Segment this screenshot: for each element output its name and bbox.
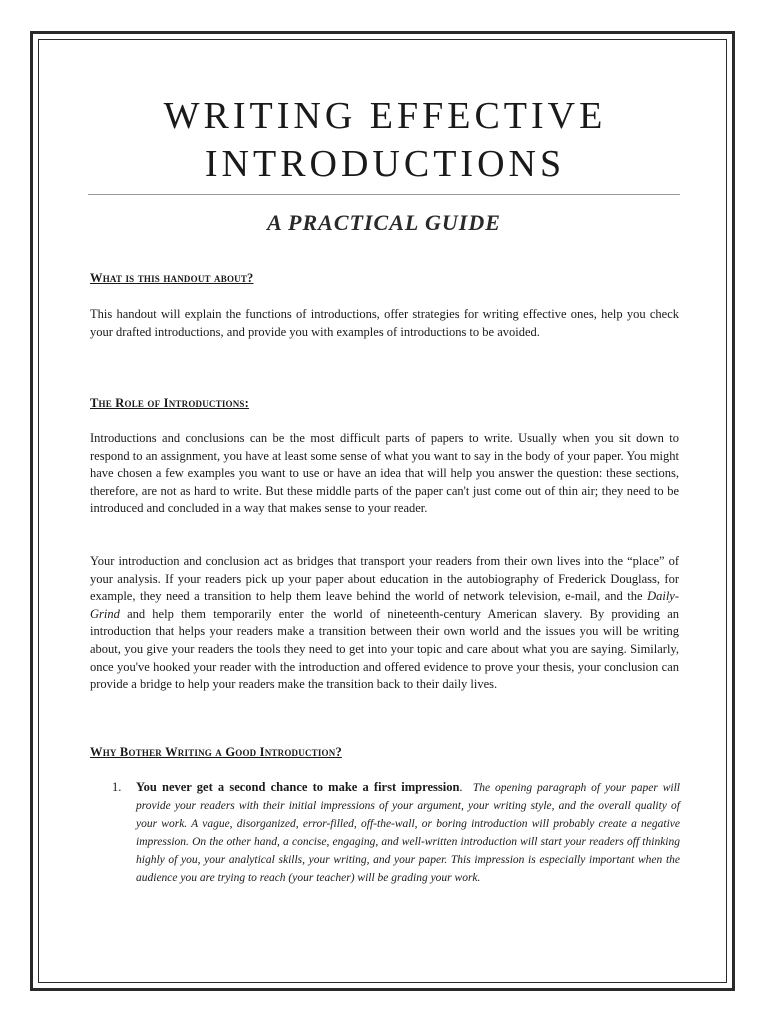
- section-heading-role: The Role of Introductions:: [90, 396, 249, 410]
- list-item-body: [136, 779, 680, 887]
- paragraph-role-2-part-b: and help them temporarily enter the world of nineteenth-century American slavery. By providing an introduction that helps your readers make a transition between their own world and the issues you will be writing about, you give your readers the tools they need to get into your topic and care about what you are saying. Similarly, once you've hooked your reader with the introduction and offered evidence to prove your thesis, your conclusion can provide a bridge to help your readers make the transition back to their daily lives.: [90, 606, 679, 692]
- paragraph-role-2: [90, 553, 679, 694]
- document-subtitle: A PRACTICAL GUIDE: [267, 210, 501, 235]
- section-heading-why: Why Bother Writing a Good Introduction?: [90, 745, 342, 759]
- section-heading-what: What is this handout about?: [90, 271, 254, 285]
- title-line-1: WRITING EFFECTIVE: [163, 95, 607, 137]
- title-divider: [88, 194, 680, 195]
- paragraph-role-2-part-a: Your introduction and conclusion act as bridges that transport your readers from their own lives into the “place” of your analysis. If your readers pick up your paper about education in the autobiography of Frederick Douglass, for example, they need a transition to help them leave behind the world of network television, e-mail, and the: [90, 554, 679, 604]
- list-item-lead: You never get a second chance to make a first impression: [136, 780, 460, 794]
- list-item-lead-end: .: [459, 780, 463, 794]
- paragraph-what: This handout will explain the functions of introductions, offer strategies for writing effective ones, help you check your drafted introductions, and provide you with examples of introductions to be avoided.: [90, 307, 679, 339]
- daily-grind-emphasis: Daily-Grind: [90, 589, 679, 621]
- list-item-number: 1.: [112, 780, 122, 794]
- title-line-2: INTRODUCTIONS: [204, 143, 566, 185]
- paragraph-role-1: Introductions and conclusions can be the most difficult parts of papers to write. Usually when you sit down to respond to an assignment, you have at least some sense of what you want to say in the body of your paper. You might have chosen a few examples you want to use or have an idea that will help you answer the question: these sections, therefore, are not as hard to write. But these middle parts of the paper can't just come out of thin air; they need to be introduced and concluded in a way that makes sense to your reader.: [90, 431, 679, 516]
- list-item-description: The opening paragraph of your paper will provide your readers with their initial impressions of your argument, your writing style, and the overall quality of your work. A vague, disorganized, error-filled, off-the-wall, or boring introduction will probably create a negative impression. On the other hand, a concise, engaging, and well-written introduction will start your readers off thinking highly of you, your analytical skills, your writing, and your paper. This impression is especially important when the audience you are trying to reach (your teacher) will be grading your work.: [136, 782, 680, 884]
- document-title: [90, 92, 680, 188]
